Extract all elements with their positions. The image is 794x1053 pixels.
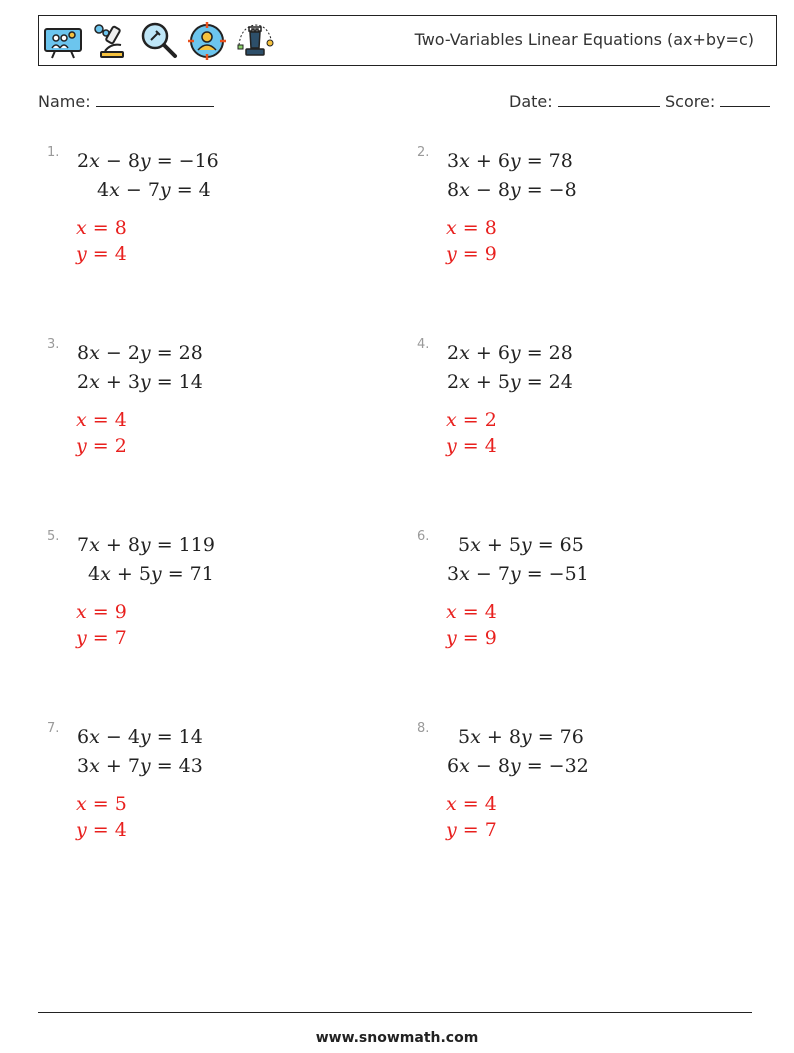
magnifier-icon [139, 21, 179, 61]
date-field [509, 92, 660, 111]
worksheet-title: Two-Variables Linear Equations (ax+by=c) [414, 30, 754, 49]
equation-1: 2x − 8y = −16 [77, 150, 219, 172]
answer-y: y = 4 [76, 243, 127, 265]
answer-x: x = 5 [76, 793, 127, 815]
problem-number: 6. [417, 529, 430, 544]
score-label: Score: [665, 92, 716, 111]
problem-number: 4. [417, 337, 430, 352]
footer-divider [38, 1012, 752, 1013]
answer-x: x = 4 [446, 793, 497, 815]
problem-number: 8. [417, 721, 430, 736]
problem-6 [417, 529, 747, 709]
problem-7 [47, 721, 377, 901]
problem-number: 5. [47, 529, 60, 544]
problem-4 [417, 337, 747, 517]
answer-y: y = 4 [446, 435, 497, 457]
equation-1: 7x + 8y = 119 [77, 534, 215, 556]
score-blank[interactable] [720, 92, 770, 107]
answer-y: y = 9 [446, 243, 497, 265]
name-field [38, 92, 214, 111]
problem-number: 3. [47, 337, 60, 352]
answer-x: x = 8 [446, 217, 497, 239]
problem-number: 1. [47, 145, 60, 160]
problem-1 [47, 145, 377, 325]
chess-rook-icon [235, 21, 275, 61]
header-icons [43, 21, 275, 61]
equation-1: 3x + 6y = 78 [447, 150, 573, 172]
equation-1: 5x + 8y = 76 [458, 726, 584, 748]
score-field [665, 92, 770, 111]
equation-1: 8x − 2y = 28 [77, 342, 203, 364]
equation-2: 8x − 8y = −8 [447, 179, 577, 201]
answer-y: y = 2 [76, 435, 127, 457]
name-blank[interactable] [96, 92, 214, 107]
answer-x: x = 2 [446, 409, 497, 431]
problem-2 [417, 145, 747, 325]
equation-1: 6x − 4y = 14 [77, 726, 203, 748]
problem-3 [47, 337, 377, 517]
equation-2: 3x + 7y = 43 [77, 755, 203, 777]
equation-1: 5x + 5y = 65 [458, 534, 584, 556]
answer-y: y = 4 [76, 819, 127, 841]
microscope-icon [91, 21, 131, 61]
worksheet-header [38, 15, 777, 66]
answer-x: x = 4 [76, 409, 127, 431]
equation-2: 4x − 7y = 4 [97, 179, 211, 201]
problem-number: 2. [417, 145, 430, 160]
presentation-board-icon [43, 21, 83, 61]
answer-y: y = 7 [446, 819, 497, 841]
equation-2: 4x + 5y = 71 [88, 563, 214, 585]
problem-8 [417, 721, 747, 901]
user-target-icon [187, 21, 227, 61]
answer-x: x = 9 [76, 601, 127, 623]
answer-x: x = 4 [446, 601, 497, 623]
answer-y: y = 7 [76, 627, 127, 649]
name-label: Name: [38, 92, 91, 111]
date-label: Date: [509, 92, 553, 111]
equation-1: 2x + 6y = 28 [447, 342, 573, 364]
footer-url[interactable]: www.snowmath.com [315, 1030, 479, 1046]
problem-5 [47, 529, 377, 709]
equation-2: 2x + 3y = 14 [77, 371, 203, 393]
equation-2: 6x − 8y = −32 [447, 755, 589, 777]
answer-x: x = 8 [76, 217, 127, 239]
equation-2: 3x − 7y = −51 [447, 563, 589, 585]
answer-y: y = 9 [446, 627, 497, 649]
problem-number: 7. [47, 721, 60, 736]
date-blank[interactable] [558, 92, 660, 107]
equation-2: 2x + 5y = 24 [447, 371, 573, 393]
